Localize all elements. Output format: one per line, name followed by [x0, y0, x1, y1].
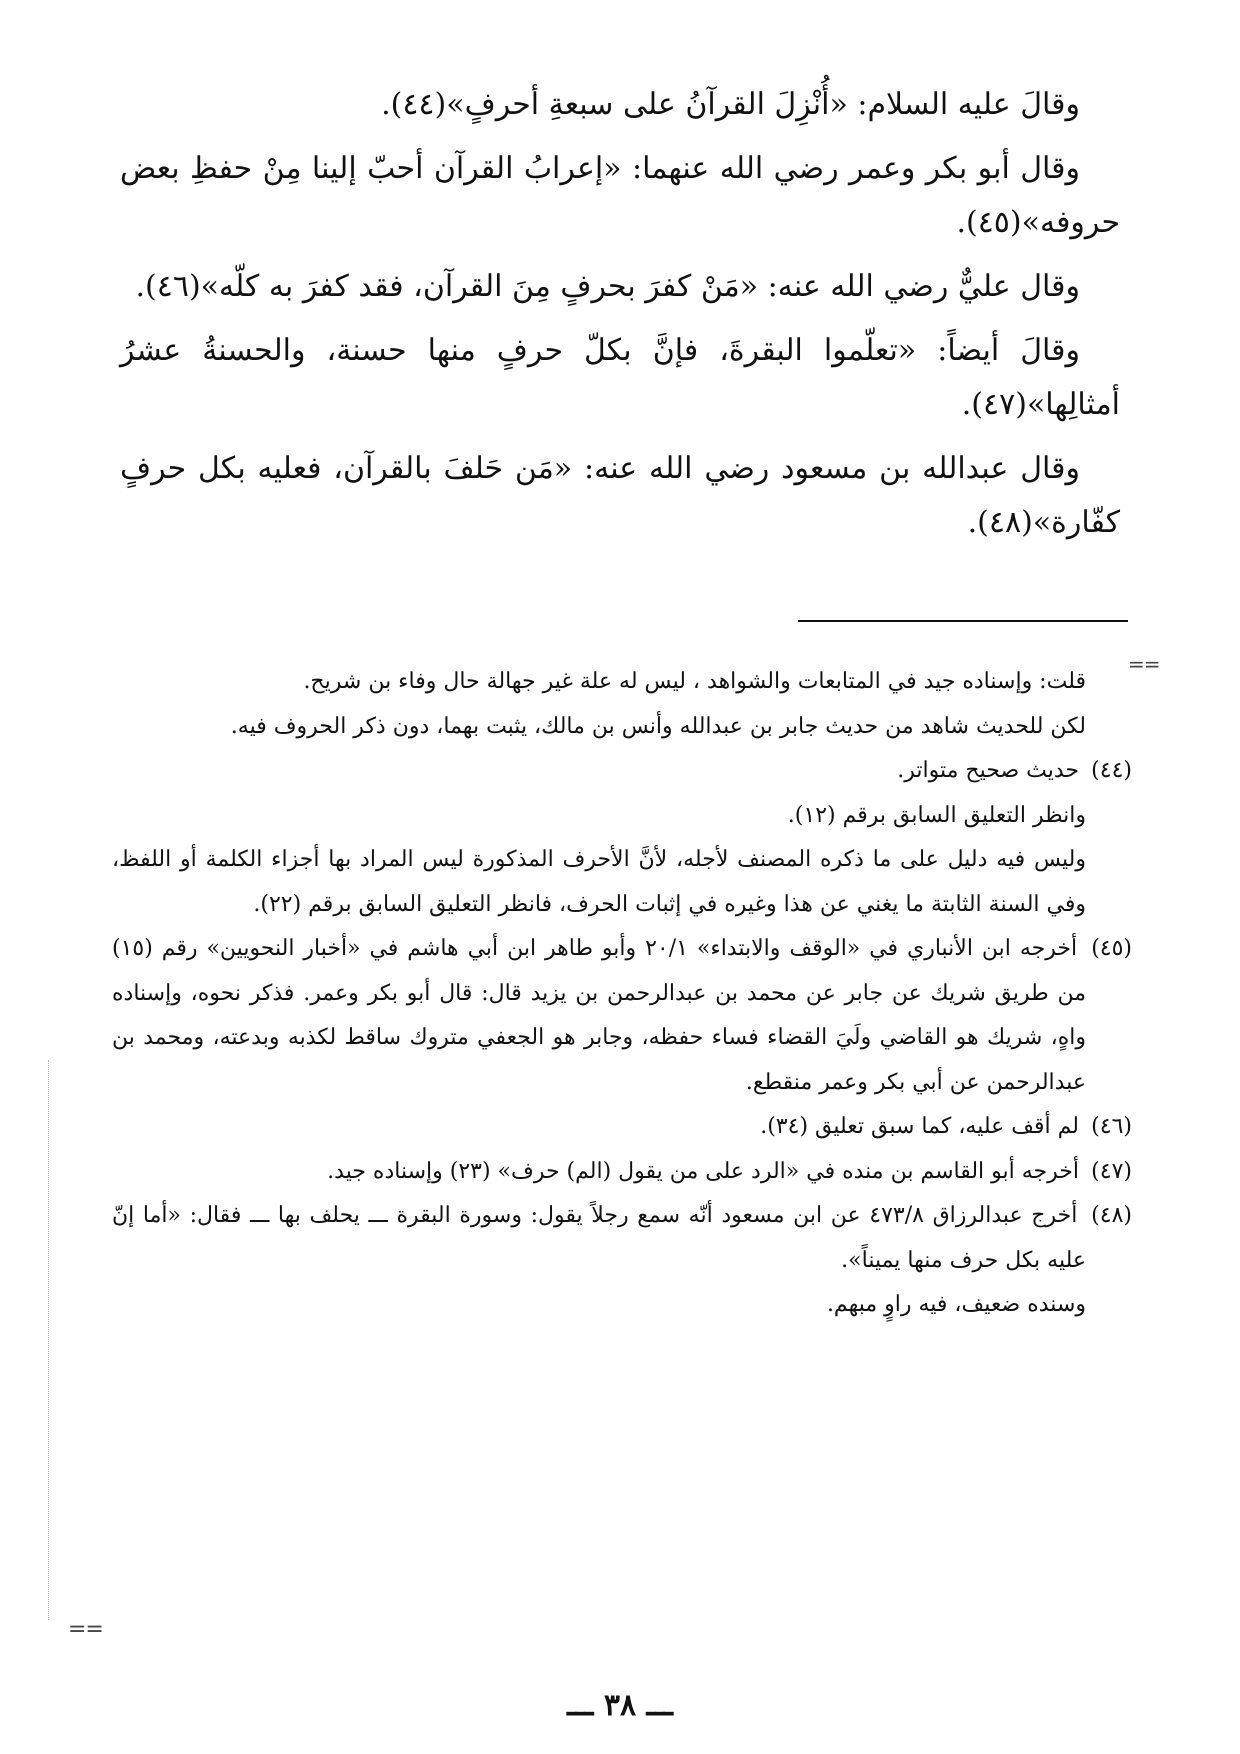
- footnote-item: [112, 927, 1132, 1105]
- footnote-subparagraph: وليس فيه دليل على ما ذكره المصنف لأجله، لأنَّ الأحرف المذكورة ليس المراد بها أجزاء الكلمة أو اللفظ، وفي السنة الثابتة ما يغني عن هذا وغيره في إثبات الحرف، فانظر التعليق السابق برقم (٢٢).: [112, 847, 1086, 917]
- footnote-number: (٤٤): [1091, 758, 1132, 783]
- continuation-marker-top: ==: [1128, 652, 1160, 676]
- main-paragraph: وقالَ عليه السلام: «أُنْزِلَ القرآنُ على سبعةِ أحرفٍ»(٤٤).: [381, 87, 1080, 122]
- continuation-marker-bottom: ==: [68, 1617, 103, 1642]
- main-paragraph: وقال أبو بكر وعمر رضي الله عنهما: «إعرابُ القرآن أحبّ إلينا مِنْ حفظِ بعض حروفه»(٤٥).: [120, 151, 1120, 240]
- footnote-text: أخرجه أبو القاسم بن منده في «الرد على من يقول (الم) حرف» (٢٣) وإسناده جيد.: [327, 1158, 1079, 1184]
- footnote-number: (٤٥): [1091, 936, 1133, 961]
- footnote-separator: [798, 620, 1128, 622]
- footnote-text: أخرج عبدالرزاق ٤٧٣/٨ عن ابن مسعود أنّه سمع رجلاً يقول: وسورة البقرة ـــ يحلف بها ـــ فقال: «أما إنّ عليه بكل حرف منها يميناً».: [112, 1203, 1086, 1273]
- footnote-number: (٤٨): [1091, 1203, 1132, 1228]
- footnote-continuation: لكن للحديث شاهد من حديث جابر بن عبدالله وأنس بن مالك، يثبت بهما، دون ذكر الحروف فيه.: [230, 713, 1086, 739]
- page-number: ـــ ٣٨ ـــ: [567, 1688, 673, 1723]
- footnote-subparagraph: وسنده ضعيف، فيه راوٍ مبهم.: [826, 1292, 1086, 1317]
- footnote-continuation: قلت: وإسناده جيد في المتابعات والشواهد ، ليس له علة غير جهالة حال وفاء بن شريح.: [303, 669, 1086, 694]
- main-paragraph: وقالَ أيضاً: «تعلّموا البقرةَ، فإنَّ بكلّ حرفٍ منها حسنة، والحسنةُ عشرُ أمثالِها»(٤٧).: [120, 333, 1120, 422]
- footnote-item: [112, 1150, 1132, 1195]
- footnote-text: حديث صحيح متواتر.: [897, 758, 1079, 783]
- footnotes-section: [112, 660, 1132, 1328]
- margin-dotted-rule: [48, 1060, 49, 1620]
- footnote-number: (٤٧): [1091, 1158, 1132, 1184]
- main-text: [120, 78, 1120, 560]
- footnote-item: [112, 749, 1132, 794]
- footnote-item: [112, 1194, 1132, 1283]
- footnote-text: أخرجه ابن الأنباري في «الوقف والابتداء» ٢٠/١ وأبو طاهر ابن أبي هاشم في «أخبار النحويين» رقم (١٥) من طريق شريك عن جابر عن محمد بن عبدالرحمن بن يزيد قال: قال أبو بكر وعمر. فذكر نحوه، وإسناده واهٍ، شريك هو القاضي ولَيَ القضاء فساء حفظه، وجابر هو الجعفي متروك ساقط لكذبه وبدعته، ومحمد بن عبدالرحمن عن أبي بكر وعمر منقطع.: [112, 936, 1086, 1095]
- footnote-subparagraph: وانظر التعليق السابق برقم (١٢).: [787, 802, 1086, 828]
- main-paragraph: وقال عبدالله بن مسعود رضي الله عنه: «مَن حَلفَ بالقرآن، فعليه بكل حرفٍ كفّارة»(٤٨).: [120, 451, 1120, 540]
- footnote-text: لم أقف عليه، كما سبق تعليق (٣٤).: [760, 1114, 1079, 1139]
- main-paragraph: وقال عليٌّ رضي الله عنه: «مَنْ كفرَ بحرفٍ مِنَ القرآن، فقد كفرَ به كلّه»(٤٦).: [135, 269, 1080, 304]
- footnote-item: [112, 1105, 1132, 1150]
- footnote-number: (٤٦): [1091, 1114, 1132, 1139]
